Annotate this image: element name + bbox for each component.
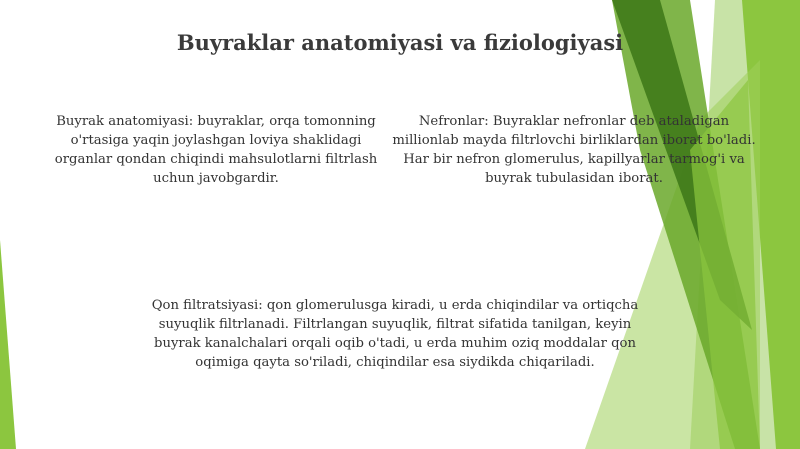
anatomy-paragraph: Buyrak anatomiyasi: buyraklar, orqa tomonning o'rtasiga yaqin joylashgan loviya shaklidagi organlar qondan chiqindi mahsulotlarni filtrlash uchun javobgardir.	[54, 114, 378, 186]
nephrons-paragraph: Nefronlar: Buyraklar nefronlar deb ataladigan millionlab mayda filtrlovchi birliklardan iborat bo'ladi. Har bir nefron glomerulus, kapillyarlar tarmog'i va buyrak tubulasidan iborat.	[392, 114, 756, 186]
left-lime-wedge-shape	[0, 240, 16, 449]
filtration-paragraph: Qon filtratsiyasi: qon glomerulusga kiradi, u erda chiqindilar va ortiqcha suyuqlik filtrlanadi. Filtrlangan suyuqlik, filtrat sifatida tanilgan, keyin buyrak kanalchalari orqali oqib o'tadi, u erda muhim oziq moddalar qon oqimiga qayta so'riladi, chiqindilar esa siydikda chiqariladi.	[151, 298, 639, 370]
slide-title: Buyraklar anatomiyasi va fiziologiyasi	[176, 30, 624, 55]
